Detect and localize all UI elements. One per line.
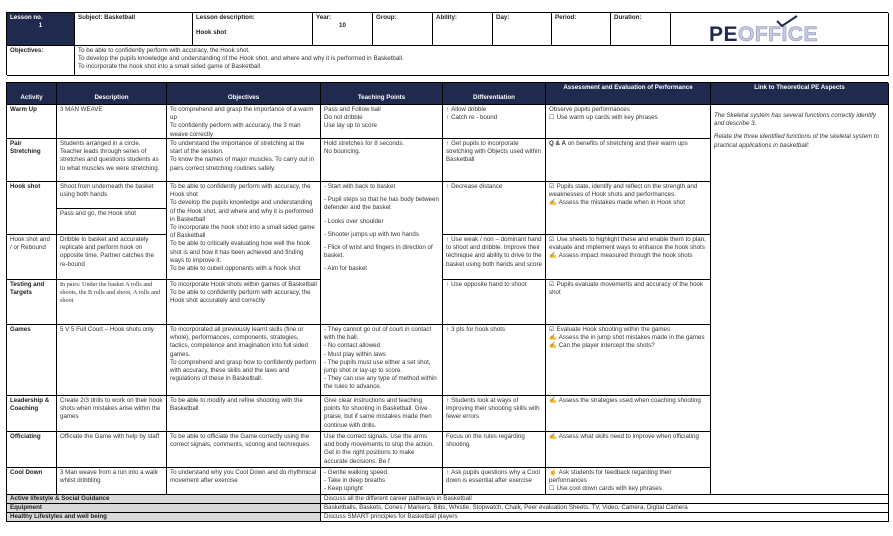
differentiation-item [446,183,542,191]
duration-cell [611,13,671,46]
lesson-description-value: Hook shot [196,29,227,37]
item-text: Use sheets to highlight these and enable them to plan, evaluate and implement ways to enhance the hook shots [549,236,706,252]
footer-label-equipment [7,504,321,513]
item-text: Students look at ways of improving their shooting skills with fewer errors [446,397,540,421]
assessment-item [549,342,707,350]
item-text: Use weak / non – dominant hand to shoot and dribble. Improve their technique and ability to drive to the basket using both hands and score [446,236,542,268]
col-header-text: Assessment and Evaluation of Performance [563,84,693,91]
objectives-cell [167,139,321,182]
subject-label: Subject: Basketball [78,14,136,21]
objective-text: To be able to officiate the Game correctly using the correct signals, comments, scoring and techniques. [170,433,311,449]
checkbox-icon: ☑ [549,326,555,333]
assessment-item [549,140,707,148]
link-text: The Skeletal system has several functions correctly identify and describe 3. [714,112,876,128]
objectives-cell [167,105,321,139]
assessment-item [549,485,707,493]
col-header-description [57,83,167,105]
description-text: Pass and go, the Hook shot [60,210,137,217]
assessment-item [549,397,707,405]
footer-value-healthy-lifestyles [321,513,889,522]
checkbox-icon: ☑ [549,183,555,190]
activity-cell [7,325,57,396]
differentiation-cell [443,325,546,396]
item-text: Allow dribble [451,106,487,113]
activity-cell [7,280,57,325]
card-icon: ☐ [549,114,555,122]
activity-cell [7,235,57,280]
assessment-item [549,183,707,199]
teaching-point: Give clear instructions and teaching points for shooting in Basketball. Give praise, but if same mistakes made then continue with drills. [324,397,432,429]
description-text: Create 2/3 drills to work on their hook shots when mistakes arise within the games [60,397,163,421]
col-header-text: Link to Theoretical PE Aspects [754,84,845,91]
activity-name: Cool Down [10,469,43,476]
pencil-icon: ✍ [549,397,557,404]
differentiation-item [446,236,542,269]
card-icon: ☐ [549,485,555,493]
assessment-cell [546,139,711,182]
differentiation-item [446,281,542,289]
logo-cell [671,13,889,46]
teaching-point: - Aim for basket [324,265,367,273]
item-text: Assess impact measured through the hook shots [558,252,693,260]
col-header-text: Differentiation [473,94,515,101]
teaching-point: - The pupils must use either a set shot, jump shot or lay-up to score. [324,358,431,374]
footer-value: Discuss all the different career pathways in Basketball [324,495,472,502]
objective-text: To comprehend and grasp how to confidently perform with accuracy, these skills and the laws and regulations of these in Basketball. [170,358,317,383]
teaching-points-cell [321,432,443,468]
description-cell [57,325,167,396]
teaching-point: - They cannot go out of court in contact with the ball. [324,326,432,342]
arrow-up-icon: ↑ [446,183,450,190]
activity-cell [7,468,57,495]
description-cell [57,280,167,325]
objective-text: To be able to confidently perform with accuracy, the Hook shot accurately and correctly [170,289,311,305]
item-text: 3 pts for hook shots [451,326,506,333]
teaching-point: - Must play within laws [324,350,386,358]
col-header-teaching-points [321,83,443,105]
description-text: 5 V 5 Full Court – Hook shots only [60,326,154,333]
lesson-description-cell [193,13,313,46]
day-cell [493,13,552,46]
footer-value: Basketballs, Baskets, Cones / Markers, Bibs, Whistle, Stopwatch, Chalk, Peer evaluation Sheets, TV, Video, Camera, Digital Camera [324,504,688,511]
description-cell [57,105,167,139]
objectives-list-cell [75,46,889,76]
objectives-cell [167,468,321,495]
objectives-label-cell [7,46,75,76]
teaching-point: - Pupil steps so that he has body between defender and the basket [324,196,439,212]
period-label: Period: [555,14,577,21]
link-text: Relate the three identified functions of the skeletal system to practical applications in basketball: [714,133,880,149]
activity-name: Testing and Targets [10,281,45,297]
differentiation-item [446,106,542,114]
objective-text: To be able to modify and refine shooting with the Basketball [170,397,303,413]
description-text: Shoot from underneath the basket using both hands [60,183,154,199]
lesson-plan-table [6,82,888,522]
description-cell [57,139,167,182]
pencil-icon: ✍ [549,334,557,342]
description-text: 3 Man weave from a run into a walk whilst dribbling [60,469,158,485]
objectives-cell [167,396,321,432]
differentiation-item [446,326,542,334]
footer-label-active-lifestyle [7,495,321,504]
description-cell [57,432,167,468]
subject-cell [75,13,193,46]
arrow-up-icon: ↑ [446,140,450,147]
objective-text: To be able to critically evaluating how well the hook shot is and how it has been achieved and finding ways to improve it. [170,240,310,264]
objectives-cell [167,182,321,280]
assessment-cell [546,432,711,468]
footer-label-healthy-lifestyles [7,513,321,522]
teaching-point: - They can use any type of method within the rules to advance. [324,375,437,391]
objective-text: To be able to outwit opponents with a hook shot [170,264,301,272]
teaching-point: - Start with back to basket [324,183,396,190]
activity-name: Warm Up [10,106,37,113]
logo-office-text: OFFICE [738,23,819,46]
lesson-no-value: 1 [38,22,43,30]
teaching-point: Use the correct signals. Use the arms and body movements to stop the action. Get in the right positions to make accurate decisions. Be f [324,433,434,465]
differentiation-cell [443,139,546,182]
period-cell [552,13,611,46]
footer-label: Healthy Lifestyles and well being [10,513,107,520]
col-header-link [711,83,889,105]
description-text: 3 MAN WEAVE [60,106,103,113]
differentiation-item [446,433,542,449]
activity-name: Games [10,326,31,333]
differentiation-cell [443,280,546,325]
objective-item: To develop the pupils knowledge and understanding of the Hook shot, and where and why it is performed in Basketball. [78,55,404,63]
year-label: Year: [316,14,332,21]
activity-name: Leadership & Coaching [10,397,50,413]
differentiation-cell [443,182,546,235]
teaching-points-cell [321,468,443,495]
assessment-cell [546,468,711,495]
col-header-text: Objectives [227,94,260,101]
col-header-differentiation [443,83,546,105]
assessment-cell [546,396,711,432]
description-cell [57,209,167,235]
item-text: Assess the mistakes made when in Hook shot [558,199,685,207]
objective-text: To comprehend and grasp the importance of a warm up [170,106,314,122]
arrow-up-icon: ↑ [446,397,450,404]
pencil-icon: ✍ [549,342,557,350]
checkmark-icon [776,15,798,27]
objective-text: To incorporate Hook shots within games of Basketball [170,281,317,288]
arrow-up-icon: ↑ [446,236,450,243]
footer-value-equipment [321,504,889,513]
duration-label: Duration: [614,14,642,21]
arrow-up-icon: ↑ [446,106,450,113]
footer-label: Active lifestyle & Social Guidance [10,495,110,502]
teaching-point: Do not dribble [324,114,363,122]
description-text: Officiate the Game with help by staff [60,433,160,440]
objective-text: To understand why you Cool Down and do rhythmical movement after exercise [170,469,317,485]
objectives-cell [167,432,321,468]
teaching-points-cell [321,182,443,325]
item-text: Assess what skills need to improve when officiating [558,433,699,440]
assessment-item [549,326,707,334]
footer-value: Discuss SMART principles for Basketball players [324,513,458,520]
assessment-cell [546,325,711,396]
pencil-icon: ✍ [549,252,557,260]
activity-cell [7,105,57,139]
item-text: Ask pupils questions why a Cool down is essential after exercise [446,469,540,485]
teaching-point: - Shooter jumps up with two hands [324,230,419,238]
hand-icon: ☝ [549,469,557,476]
teaching-points-cell [321,105,443,139]
differentiation-item [446,397,542,422]
item-text: Can the player intercept the shots? [558,342,655,350]
teaching-point: - Looks over shoulder [324,217,384,225]
assessment-item [549,236,707,252]
arrow-up-icon: ↑ [446,469,450,476]
assessment-cell [546,280,711,325]
logo-pe-text: PE [709,23,739,46]
differentiation-item [446,114,542,122]
assessment-cell [546,182,711,235]
lesson-info-table [6,12,888,75]
col-header-text: Description [94,94,129,101]
teaching-point: - Gentle walking speed. [324,469,389,476]
year-cell [313,13,373,46]
arrow-up-icon: ↑ [446,281,450,288]
group-cell [373,13,433,46]
footer-value-active-lifestyle [321,495,889,504]
objective-text: To develop the pupils knowledge and understanding of the Hook shot, and where and why it is performed in Basketball [170,199,314,223]
teaching-point: No bouncing. [324,148,361,156]
assessment-item [549,252,707,260]
objectives-cell [167,280,321,325]
differentiation-cell [443,105,546,139]
item-text: Ask students for feedback regarding their performances [549,469,672,485]
assessment-item [549,433,707,441]
objective-item: To incorporate the hook shot into a small sided game of Basketball [78,63,260,71]
teaching-points-cell [321,325,443,396]
description-text: Dribble to basket and accurately replicate and perform hook on opposite time. Partner catches the re-bound [60,236,154,268]
assessment-item [549,281,707,297]
item-text: Use opposite hand to shoot [451,281,527,288]
teaching-point: Hold stretches for 8 seconds. [324,140,405,147]
assessment-item [549,469,707,485]
activity-cell [7,182,57,235]
link-theory-cell [711,105,889,495]
assessment-cell [546,235,711,280]
teaching-points-cell [321,139,443,182]
activity-name: Officiating [10,433,41,440]
objectives-label: Objectives: [10,47,44,54]
differentiation-cell [443,468,546,495]
bold-label: Q & A [549,140,566,147]
item-text: Use warm up cards with key phrases [556,114,658,122]
col-header-assessment [546,83,711,105]
arrow-up-icon: ↑ [446,326,450,333]
item-text: Observe pupils performances [549,106,630,113]
description-cell [57,235,167,280]
objective-text: To confidently perform with accuracy, the 3 man weave correctly [170,122,301,138]
differentiation-cell [443,235,546,280]
col-header-objectives [167,83,321,105]
footer-label: Equipment [10,504,42,511]
activity-cell [7,432,57,468]
objective-text: To incorporated all previously learnt skills (fine or whole), performances, components, strategies, tactics, competence and imagination into full sided games. [170,326,308,358]
checkbox-icon: ☑ [549,236,555,243]
description-cell [57,396,167,432]
objective-text: To know the names of major muscles. To carry out in pairs correct stretching routines safely. [170,156,314,172]
col-header-text: Activity [20,94,43,101]
lesson-no-label: Lesson no. [10,14,43,21]
item-text: Assess the strategies used when coaching shooting [558,397,701,404]
arrow-up-icon: ↑ [446,114,450,122]
checkbox-icon: ☑ [549,281,555,288]
activity-name: Hook shot [10,183,41,190]
item-text: Focus on the rules regarding shooting [446,433,525,449]
description-cell [57,182,167,209]
ability-label: Ability: [436,14,457,21]
description-cell [57,468,167,495]
description-text: In pairs: Under the basket A rolls and shoots, the B rolls and shoot, A rolls and shoot [60,281,161,305]
activity-name: Pair Stretching [10,140,41,156]
objectives-cell [167,325,321,396]
pencil-icon: ✍ [549,433,557,440]
teaching-point: Pass and Follow ball [324,106,381,113]
assessment-cell [546,105,711,139]
assessment-item [549,106,707,114]
teaching-point: Use lay up to score [324,122,377,130]
teaching-point: - No contact allowed [324,342,381,350]
year-value: 10 [339,22,346,30]
item-text: Evaluate Hook shooting within the games [556,326,671,333]
differentiation-item [446,140,542,165]
objective-text: To understand the importance of stretching at the start of the session. [170,140,305,156]
objective-text: To incorporate the hook shot into a small sided game of Basketball [170,223,315,240]
item-text: Assess the in jump shot mistakes made in the games [558,334,705,342]
pencil-icon: ✍ [549,199,557,207]
lesson-description-label: Lesson description: [196,14,255,21]
teaching-points-cell [321,396,443,432]
item-text: Use cool down cards with key phrases [556,485,662,493]
lesson-no-cell [7,13,75,46]
activity-name: Hook shot and / or Rebound [10,236,50,252]
assessment-item [549,199,707,207]
objective-item: To be able to confidently perform with accuracy, the Hook shot. [78,47,250,54]
ability-cell [433,13,493,46]
differentiation-cell [443,396,546,432]
activity-cell [7,139,57,182]
day-label: Day: [496,14,510,21]
item-text: Get pupils to incorporate stretching with Objects used within Basketball [446,140,541,164]
item-text: Catch re - bound [451,114,498,122]
item-text: Decrease distance [451,183,503,190]
item-text: Pupils state, identify and reflect on the strength and weaknesses of Hook shots and performances. [549,183,698,199]
col-header-text: Teaching Points [357,94,406,101]
col-header-activity [7,83,57,105]
teaching-point: - Flick of wrist and fingers in direction of basket. [324,243,433,260]
objective-text: To be able to confidently perform with accuracy, the Hook shot [170,183,311,199]
teaching-point: - Take in deep breaths [324,477,386,485]
item-text: Pupils evaluate movements and accuracy of the hook shot [549,281,704,297]
differentiation-cell [443,432,546,468]
assessment-item [549,114,707,122]
item-text: on benefits of stretching and their warm ups [565,140,688,147]
activity-cell [7,396,57,432]
teaching-point: - Keep upright [324,485,363,493]
peoffice-logo [709,21,818,46]
description-text: Students arranged in a circle. Teacher leads through series of stretches and questions students as to what muscles we were stretching. [60,140,160,172]
group-label: Group: [376,14,397,21]
differentiation-item [446,469,542,485]
